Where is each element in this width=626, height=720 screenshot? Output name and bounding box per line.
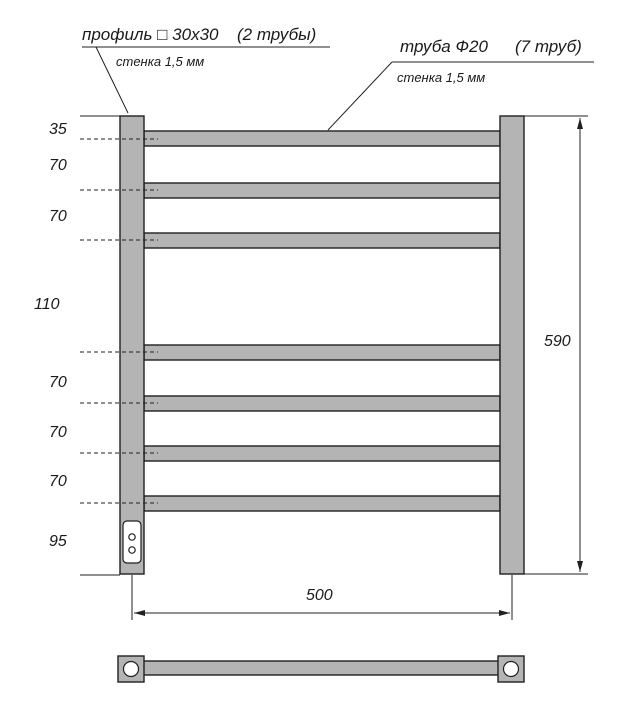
spacing-label: 70 [49, 374, 67, 391]
connector-icon [123, 521, 141, 563]
spacing-label: 95 [49, 533, 67, 550]
profile-count: (2 трубы) [237, 25, 317, 44]
tube-4 [144, 345, 500, 360]
tube-wall-note: стенка 1,5 мм [397, 70, 486, 85]
tube-3 [144, 233, 500, 248]
height-dimension [524, 116, 588, 574]
spacing-label: 70 [49, 473, 67, 490]
profile-label: профиль □ 30x30 [82, 25, 219, 44]
height-label: 590 [544, 333, 571, 350]
width-dimension [132, 575, 512, 620]
tube-label: труба Ф20 [400, 37, 488, 56]
tube-1 [144, 131, 500, 146]
spacing-label: 110 [34, 296, 60, 313]
tube-count: (7 труб) [515, 37, 582, 56]
tube-5 [144, 396, 500, 411]
spacing-label: 70 [49, 424, 67, 441]
spacing-label: 70 [49, 208, 67, 225]
left-post [120, 116, 144, 574]
top-view-tube [140, 661, 504, 675]
tube-2 [144, 183, 500, 198]
tube-leader [328, 62, 392, 130]
tube-7 [144, 496, 500, 511]
right-post [500, 116, 524, 574]
horizontal-tubes [144, 131, 500, 511]
tube-6 [144, 446, 500, 461]
spacing-label: 70 [49, 157, 67, 174]
width-label: 500 [306, 587, 333, 604]
top-view [118, 656, 524, 682]
profile-wall-note: стенка 1,5 мм [116, 54, 205, 69]
spacing-label: 35 [49, 121, 67, 138]
